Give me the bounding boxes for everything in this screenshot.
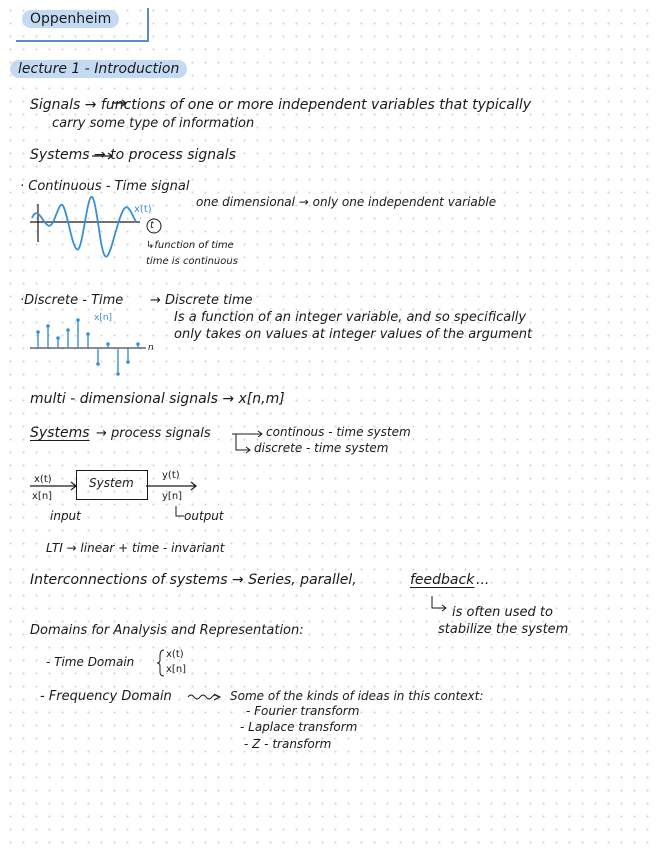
time-domain-x-n: x[n] xyxy=(166,664,187,675)
time-domain-x-t: x(t) xyxy=(166,649,184,660)
block-input-2: x[n] xyxy=(32,491,53,502)
dt-dot-9 xyxy=(116,372,120,376)
block-output-note: output xyxy=(184,509,224,523)
block-input-1: x(t) xyxy=(34,474,52,485)
discrete-plot-label: x[n] xyxy=(94,313,113,323)
dt-dot-2 xyxy=(46,324,50,328)
continuous-plot-label: x(t) xyxy=(134,204,152,215)
systems-branch-connector xyxy=(232,431,262,453)
discrete-time-plot xyxy=(30,318,146,376)
interconnections-ellipsis: ... xyxy=(476,572,490,588)
frequency-domain-label: - Frequency Domain xyxy=(40,689,172,704)
block-output-2: y[n] xyxy=(162,491,183,502)
interconnections-feedback: feedback xyxy=(410,572,475,588)
systems-branch-2: discrete - time system xyxy=(254,441,389,455)
continuous-circled-t: t xyxy=(150,220,154,231)
systems-definition: Systems → to process signals xyxy=(30,147,236,163)
dt-dot-5 xyxy=(76,318,80,322)
lecture-heading: lecture 1 - Introduction xyxy=(10,62,187,77)
page-title: Oppenheim xyxy=(22,12,119,27)
continuous-heading: · Continuous - Time signal xyxy=(20,179,190,194)
discrete-heading: ·Discrete - Time xyxy=(20,293,124,308)
block-input-note: input xyxy=(50,509,81,523)
frequency-domain-desc: Some of the kinds of ideas in this context: xyxy=(230,689,484,703)
ct-waveform xyxy=(32,197,136,257)
dt-dot-4 xyxy=(66,328,70,332)
discrete-desc-1: Is a function of an integer variable, and so specifically xyxy=(174,310,527,325)
discrete-desc-2: only takes on values at integer values of the argument xyxy=(174,327,533,342)
dt-dot-3 xyxy=(56,336,60,340)
transform-item-laplace: - Laplace transform xyxy=(240,720,358,734)
dt-dot-1 xyxy=(36,330,40,334)
dt-dot-7 xyxy=(96,362,100,366)
dt-dot-11 xyxy=(136,342,140,346)
systems-arrow-text: → process signals xyxy=(96,426,211,441)
feedback-note-hook xyxy=(432,596,446,611)
block-output-arrow xyxy=(146,482,196,490)
dt-dot-6 xyxy=(86,332,90,336)
block-input-arrow xyxy=(30,482,76,490)
transform-item-fourier: - Fourier transform xyxy=(246,704,360,718)
dt-dot-10 xyxy=(126,360,130,364)
continuous-time-plot xyxy=(30,197,140,257)
lti-definition: LTI → linear + time - invariant xyxy=(46,541,225,555)
signal-arrow xyxy=(112,100,126,106)
continuous-description: one dimensional → only one independent variable xyxy=(196,195,497,209)
interconnections-text: Interconnections of systems → Series, parallel, xyxy=(30,572,357,588)
continuous-note-1: ↳function of time xyxy=(146,240,234,251)
time-domain-label: - Time Domain xyxy=(46,655,135,669)
circled-t-ring xyxy=(147,219,161,233)
discrete-axis-label: n xyxy=(148,343,154,353)
frequency-wavy-arrow xyxy=(188,694,220,700)
systems-arrow xyxy=(92,153,112,159)
dt-dot-8 xyxy=(106,342,110,346)
feedback-note-2: stabilize the system xyxy=(438,622,569,637)
feedback-note-1: is often used to xyxy=(452,605,553,620)
systems-label: Systems xyxy=(30,425,90,441)
output-note-hook xyxy=(176,506,184,516)
discrete-arrow-text: → Discrete time xyxy=(150,293,253,308)
signals-line-1: Signals → functions of one or more independent variables that typically xyxy=(30,97,532,113)
transform-item-z: - Z - transform xyxy=(244,737,332,751)
signals-line-2: carry some type of information xyxy=(52,116,255,131)
systems-branch-1: continous - time system xyxy=(266,425,411,439)
continuous-note-2: time is continuous xyxy=(146,256,238,267)
multi-dimensional: multi - dimensional signals → x[n,m] xyxy=(30,391,285,407)
domains-heading: Domains for Analysis and Representation: xyxy=(30,623,304,638)
block-output-1: y(t) xyxy=(162,470,180,481)
system-box-label: System xyxy=(89,476,134,490)
time-domain-brace xyxy=(157,650,164,676)
